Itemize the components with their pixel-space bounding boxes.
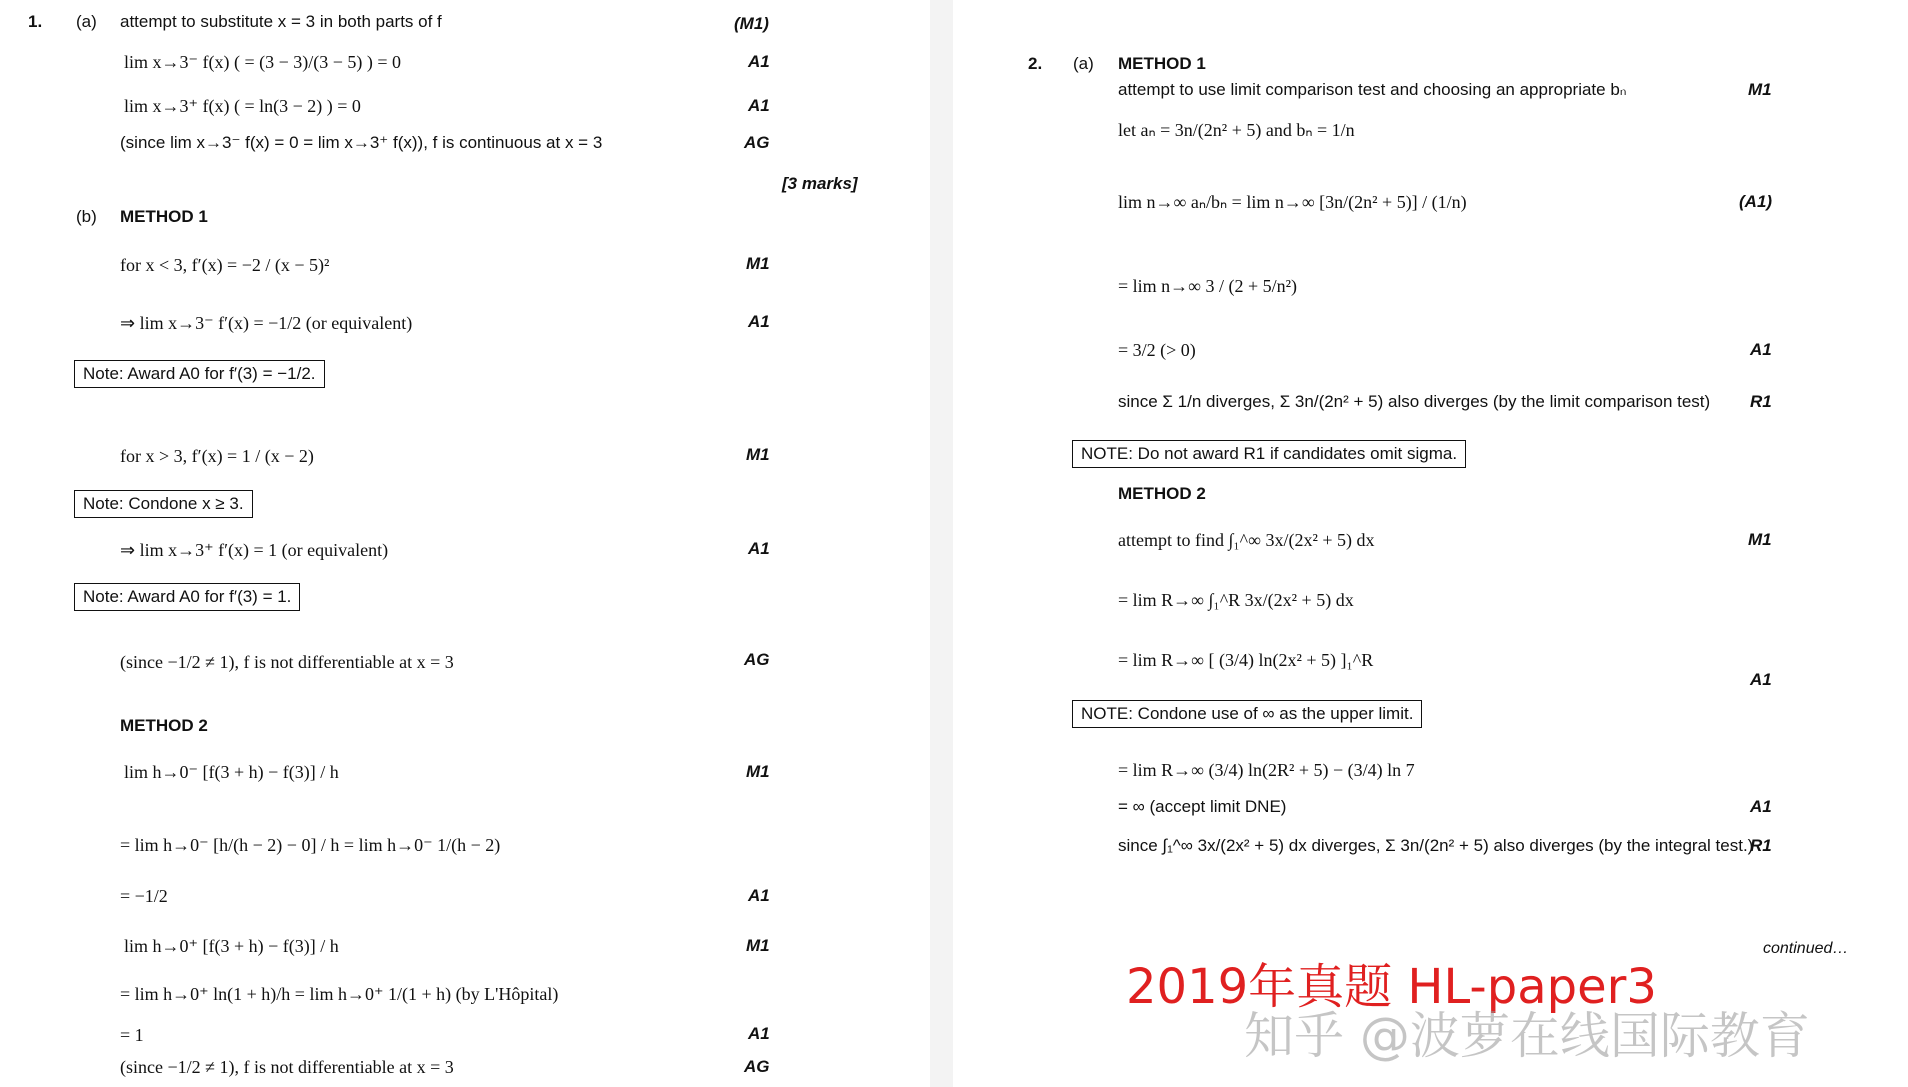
working-line: = lim h→0⁺ ln(1 + h)/h = lim h→0⁺ 1/(1 + h) (by L'Hôpital) [120, 984, 559, 1004]
working-line: lim x→3⁺ f(x) ( = ln(3 − 2) ) = 0 [124, 96, 361, 116]
mark-code: A1 [748, 1024, 770, 1043]
working-line: = lim n→∞ 3 / (2 + 5/n²) [1118, 276, 1298, 296]
note-box: Note: Award A0 for f′(3) = 1. [74, 583, 300, 611]
mark-code: M1 [1748, 80, 1772, 99]
note-box: Note: Award A0 for f′(3) = −1/2. [74, 360, 325, 388]
working-line: attempt to use limit comparison test and choosing an appropriate bₙ [1118, 80, 1627, 99]
note-box: NOTE: Condone use of ∞ as the upper limit. [1072, 700, 1422, 728]
method-heading: METHOD 1 [1118, 54, 1206, 73]
working-line: = lim R→∞ [ (3/4) ln(2x² + 5) ]₁^R [1118, 650, 1374, 670]
markscheme-page-left [0, 0, 930, 1087]
mark-code: M1 [746, 254, 770, 273]
mark-total: [3 marks] [782, 174, 858, 193]
working-line: since Σ 1/n diverges, Σ 3n/(2n² + 5) also diverges (by the limit comparison test) [1118, 392, 1711, 411]
mark-code: AG [744, 133, 770, 152]
part-label: (b) [76, 207, 97, 226]
note-box: Note: Condone x ≥ 3. [74, 490, 253, 518]
working-line: let aₙ = 3n/(2n² + 5) and bₙ = 1/n [1118, 120, 1355, 140]
mark-code: A1 [1750, 340, 1772, 359]
part-label: (a) [76, 12, 97, 31]
mark-code: A1 [748, 886, 770, 905]
working-line: since ∫₁^∞ 3x/(2x² + 5) dx diverges, Σ 3n/(2n² + 5) also diverges (by the integral test.) [1118, 836, 1754, 855]
working-line: for x > 3, f′(x) = 1 / (x − 2) [120, 446, 314, 466]
mark-code: A1 [748, 539, 770, 558]
mark-code: M1 [746, 762, 770, 781]
markscheme-page-right [953, 0, 1908, 1087]
method-heading: METHOD 2 [1118, 484, 1206, 503]
mark-code: A1 [1750, 797, 1772, 816]
working-line: = lim h→0⁻ [h/(h − 2) − 0] / h = lim h→0⁻ 1/(h − 2) [120, 835, 501, 855]
working-line: lim h→0⁺ [f(3 + h) − f(3)] / h [124, 936, 339, 956]
watermark-brand: 知乎 @波萝在线国际教育 [1244, 1007, 1810, 1065]
mark-code: M1 [746, 445, 770, 464]
working-line: lim n→∞ aₙ/bₙ = lim n→∞ [3n/(2n² + 5)] / (1/n) [1118, 192, 1467, 212]
working-line: for x < 3, f′(x) = −2 / (x − 5)² [120, 255, 330, 275]
working-line: attempt to substitute x = 3 in both parts of f [120, 12, 442, 31]
method-heading: METHOD 1 [120, 207, 208, 226]
mark-code: (A1) [1739, 192, 1773, 211]
mark-code: M1 [746, 936, 770, 955]
continued-label: continued… [1763, 940, 1849, 957]
mark-code: A1 [748, 312, 770, 331]
mark-code: M1 [1748, 530, 1772, 549]
mark-code: R1 [1750, 836, 1772, 855]
working-line: lim x→3⁻ f(x) ( = (3 − 3)/(3 − 5) ) = 0 [124, 52, 402, 72]
mark-code: R1 [1750, 392, 1772, 411]
note-box: NOTE: Do not award R1 if candidates omit sigma. [1072, 440, 1466, 468]
working-line: = ∞ (accept limit DNE) [1118, 797, 1287, 816]
working-line: (since lim x→3⁻ f(x) = 0 = lim x→3⁺ f(x)), f is continuous at x = 3 [120, 133, 603, 152]
working-line: = −1/2 [120, 886, 168, 906]
working-line: lim h→0⁻ [f(3 + h) − f(3)] / h [124, 762, 339, 782]
mark-code: (M1) [734, 14, 769, 33]
method-heading: METHOD 2 [120, 716, 208, 735]
question-number: 2. [1028, 54, 1043, 73]
mark-code: AG [744, 650, 770, 669]
mark-code: A1 [748, 52, 770, 71]
mark-code: AG [744, 1057, 770, 1076]
working-line: (since −1/2 ≠ 1), f is not differentiable at x = 3 [120, 1057, 454, 1077]
working-line: attempt to find ∫₁^∞ 3x/(2x² + 5) dx [1118, 530, 1375, 550]
working-line: = 1 [120, 1025, 144, 1045]
question-number: 1. [28, 12, 43, 31]
working-line: ⇒ lim x→3⁻ f′(x) = −1/2 (or equivalent) [120, 313, 413, 333]
working-line: = lim R→∞ ∫₁^R 3x/(2x² + 5) dx [1118, 590, 1354, 610]
working-line: = lim R→∞ (3/4) ln(2R² + 5) − (3/4) ln 7 [1118, 760, 1415, 780]
mark-code: A1 [1750, 670, 1772, 689]
part-label: (a) [1073, 54, 1094, 73]
working-line: (since −1/2 ≠ 1), f is not differentiable at x = 3 [120, 652, 454, 672]
working-line: = 3/2 (> 0) [1118, 340, 1196, 360]
mark-code: A1 [748, 96, 770, 115]
working-line: ⇒ lim x→3⁺ f′(x) = 1 (or equivalent) [120, 540, 389, 560]
watermark-title: 2019年真题 HL-paper3 [1126, 959, 1657, 1015]
